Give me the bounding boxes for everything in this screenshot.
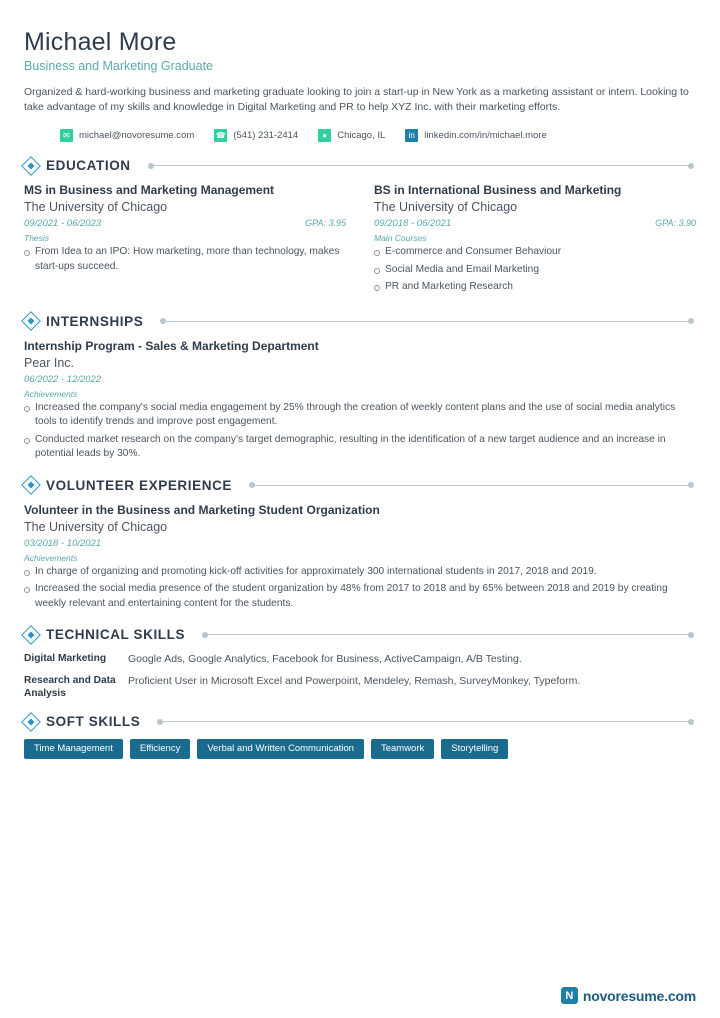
education-entry-left — [24, 183, 346, 298]
section-soft-skills — [24, 714, 696, 759]
linkedin-icon: in — [405, 129, 418, 142]
section-divider — [157, 721, 694, 722]
section-title-soft-skills: SOFT SKILLS — [46, 714, 141, 729]
list-item: Increased the social media presence of the student organization by 48% from 2017 to 2018 and by 65% between 2018 and 2019 by creating weekly relevant and entertaining content for the students. — [24, 582, 696, 611]
section-education — [24, 158, 696, 298]
status-badge: Teamwork — [371, 739, 434, 759]
internship-bullets — [24, 401, 696, 462]
education-bullets-right — [374, 245, 696, 295]
diamond-icon — [24, 628, 37, 641]
sub-label: Thesis — [24, 233, 50, 243]
section-header-volunteer — [24, 478, 696, 493]
list-item: Social Media and Email Marketing — [374, 263, 696, 278]
diamond-icon — [24, 159, 37, 172]
list-item: From Idea to an IPO: How marketing, more than technology, makes start-ups succeed. — [24, 245, 346, 274]
mail-icon: ✉ — [60, 129, 73, 142]
gpa-value: GPA: 3.95 — [305, 218, 346, 228]
list-item: Increased the company's social media engagement by 25% through the creation of weekly content plans and the use of social media analytics tools to identify trends and improve post engagement. — [24, 401, 696, 430]
entry-date: 03/2018 - 10/2021 — [24, 537, 102, 549]
job-subtitle: Business and Marketing Graduate — [24, 59, 213, 73]
entry-date: 09/2018 - 06/2021 — [374, 218, 452, 229]
company-name: Pear Inc. — [24, 355, 75, 370]
skill-category-label: Digital Marketing — [24, 653, 107, 664]
section-header-internships — [24, 314, 696, 329]
contact-phone[interactable] — [214, 129, 298, 142]
section-header-technical-skills — [24, 627, 696, 642]
contact-email[interactable] — [60, 129, 194, 142]
contact-location — [318, 129, 385, 142]
sub-label: Main Courses — [374, 233, 427, 243]
diamond-icon — [24, 479, 37, 492]
list-item: Conducted market research on the company's target demographic, resulting in the identification of a new target audience and an increase in potential leads by 30%. — [24, 433, 696, 462]
school-name: The University of Chicago — [24, 200, 168, 214]
education-bullets-left — [24, 245, 346, 274]
section-internships — [24, 314, 696, 462]
section-technical-skills — [24, 627, 696, 700]
section-divider — [249, 485, 694, 486]
list-item: E-commerce and Consumer Behaviour — [374, 245, 696, 260]
contact-location-text: Chicago, IL — [337, 130, 386, 141]
gpa-value: GPA: 3.90 — [655, 218, 696, 228]
section-title-education: EDUCATION — [46, 158, 131, 173]
section-header-soft-skills — [24, 714, 696, 729]
section-title-internships: INTERNSHIPS — [46, 313, 144, 329]
list-item: PR and Marketing Research — [374, 280, 696, 295]
degree-title: MS in Business and Marketing Management — [24, 183, 275, 197]
section-divider — [202, 634, 694, 635]
education-entry-right — [374, 183, 696, 298]
volunteer-bullets — [24, 565, 696, 612]
entry-date: 06/2022 - 12/2022 — [24, 373, 102, 385]
section-title-volunteer: VOLUNTEER EXPERIENCE — [46, 477, 233, 493]
skill-value: Proficient User in Microsoft Excel and Powerpoint, Mendeley, Remash, SurveyMonkey, Typeform. — [128, 675, 581, 687]
contact-phone-text: (541) 231-2414 — [233, 130, 299, 141]
degree-title: BS in International Business and Marketing — [374, 183, 622, 197]
role-title: Internship Program - Sales & Marketing Department — [24, 338, 319, 353]
role-title: Volunteer in the Business and Marketing Student Organization — [24, 502, 380, 517]
novoresume-logo-text: novoresume.com — [582, 987, 696, 1004]
contact-linkedin[interactable] — [405, 129, 547, 142]
contact-linkedin-text: linkedin.com/in/michael.more — [424, 130, 547, 141]
status-badge: Efficiency — [130, 739, 190, 759]
status-badge: Storytelling — [441, 739, 508, 759]
status-badge: Time Management — [24, 739, 123, 759]
skill-value: Google Ads, Google Analytics, Facebook for Business, ActiveCampaign, A/B Testing. — [128, 653, 522, 665]
education-meta-right — [374, 218, 696, 229]
phone-icon: ☎ — [214, 129, 227, 142]
section-title-technical-skills: TECHNICAL SKILLS — [46, 627, 186, 642]
education-meta-left — [24, 218, 346, 229]
sub-label: Achievements — [24, 552, 78, 563]
section-volunteer-experience — [24, 478, 696, 612]
school-name: The University of Chicago — [374, 200, 518, 214]
summary-paragraph: Organized & hard-working business and marketing graduate looking to join a start-up in New York as a marketing assistant or intern. Looking to take advantage of my skills and knowledge in Digital Marketing and PR to help XYZ Inc. with their marketing efforts. — [24, 86, 689, 113]
footer-logo[interactable] — [561, 987, 696, 1004]
diamond-icon — [24, 315, 37, 328]
skill-row — [24, 652, 696, 666]
soft-skill-tags — [24, 739, 696, 759]
novoresume-logo-icon: N — [561, 987, 578, 1004]
status-badge: Verbal and Written Communication — [197, 739, 364, 759]
contact-email-text: michael@novoresume.com — [79, 130, 195, 141]
skill-row — [24, 674, 696, 700]
organization-name: The University of Chicago — [24, 519, 168, 534]
list-item: In charge of organizing and promoting kick-off activities for approximately 300 international students in 2017, 2018 and 2019. — [24, 565, 696, 580]
contact-row — [24, 129, 696, 142]
diamond-icon — [24, 715, 37, 728]
sub-label: Achievements — [24, 388, 78, 399]
section-header-education — [24, 158, 696, 173]
page-title: Michael More — [24, 28, 177, 56]
section-divider — [160, 321, 694, 322]
section-divider — [148, 165, 694, 166]
location-pin-icon: ● — [318, 129, 331, 142]
education-columns — [24, 183, 696, 298]
entry-date: 09/2021 - 06/2023 — [24, 218, 102, 229]
skill-category-label: Research and Data Analysis — [24, 675, 116, 699]
